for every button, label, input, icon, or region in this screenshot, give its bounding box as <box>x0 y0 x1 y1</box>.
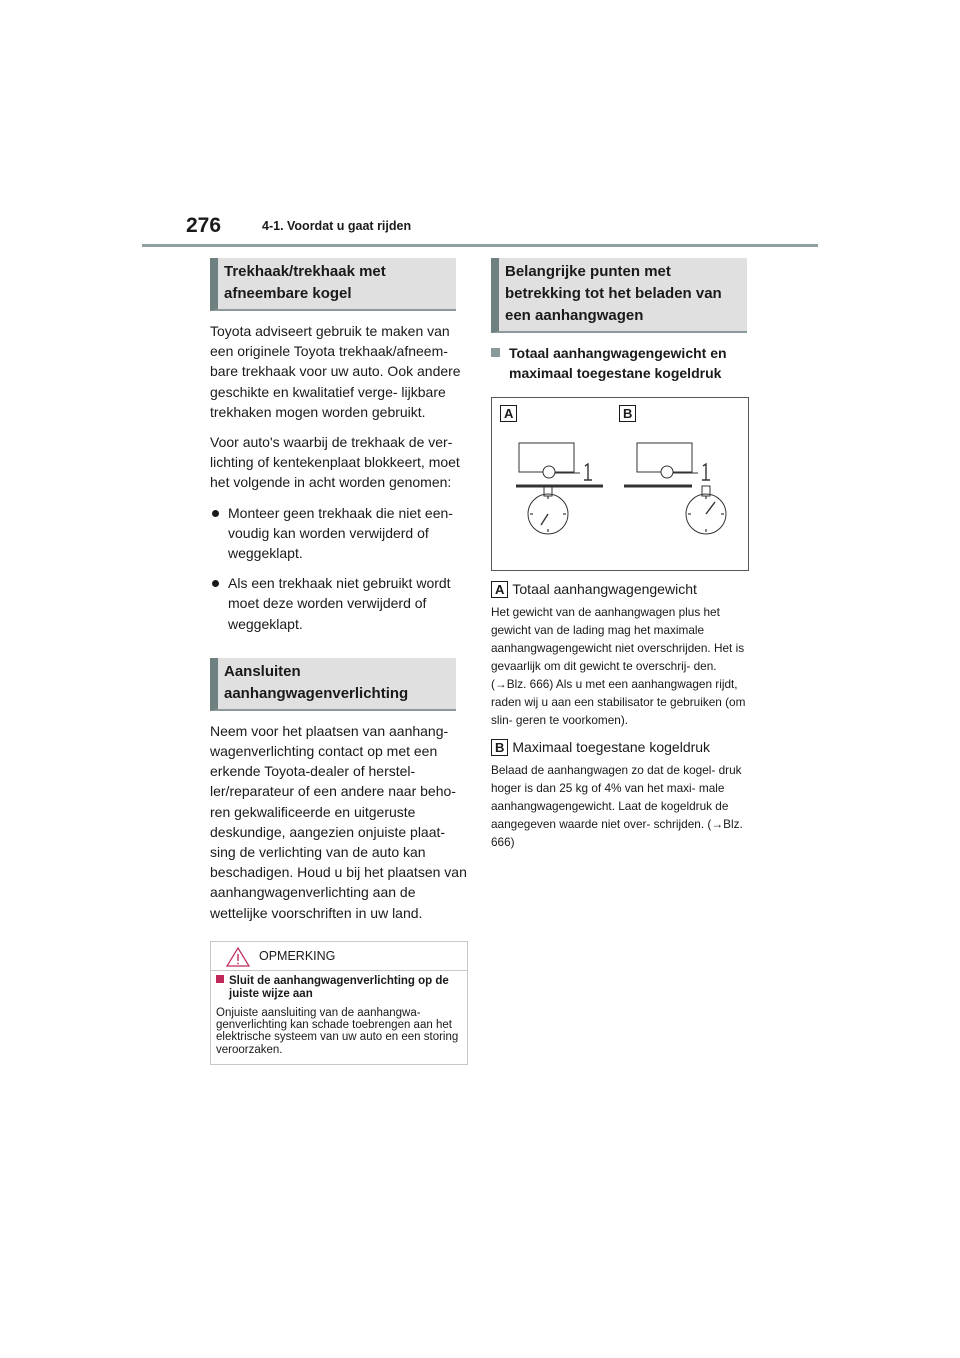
tow-hitch-paragraph-1: Toyota adviseert gebruik te maken van een originele Toyota trekhaak/afneem- bare trekhaak voor uw auto. Ook andere geschikte en kwalitatief verge- lijkbare trekhaken mogen worden gebruikt. <box>210 323 461 420</box>
right-column <box>491 258 749 851</box>
notice-title: OPMERKING <box>259 948 336 963</box>
trailer-loading-heading: Belangrijke punten met betrekking tot het beladen van een aanhangwagen <box>491 258 747 333</box>
tow-weight-subheading <box>491 343 749 383</box>
trailer-lights-heading: Aansluiten aanhangwagenverlichting <box>210 658 456 711</box>
page-number: 276 <box>186 214 222 237</box>
item-title: Totaal aanhangwagengewicht <box>512 581 697 598</box>
trailer-lights-paragraph: Neem voor het plaatsen van aanhang- wagenverlichting contact op met een erkende Toyota-dealer of herstel- ler/reparateur of een andere naar beho- ren gekwalificeerde en uitgeruste deskundige, aangezien onjuiste plaat- sing de verlichting van de auto kan beschadigen. Houd u bij het plaatsen van aanhangwagenverlichting aan de wettelijke voorschriften in uw land. <box>210 722 467 921</box>
notice-subheading <box>216 975 462 1001</box>
notice-header <box>211 942 467 971</box>
square-bullet-icon <box>491 348 500 357</box>
warning-triangle-icon <box>225 946 251 968</box>
item-text: Het gewicht van de aanhangwagen plus het gewicht van de lading mag het maximale aanhangwagengewicht niet overschrijden. Het is gevaarlijk om dit gewicht te overschrij- den. (→Blz. 666) Als u met een aanhangwagen rijdt, raden wij u aan een stabilisator te gebruiken (om slin- geren te voorkomen). <box>491 605 746 728</box>
section-title: 4-1. Voordat u gaat rijden <box>262 219 412 233</box>
notice-subheading-text: Sluit de aanhangwagenverlichting op de juiste wijze aan <box>229 974 449 1000</box>
tow-weight-subheading-text: Totaal aanhangwagengewicht en maximaal toegestane kogeldruk <box>509 345 727 382</box>
header-rule <box>142 244 818 247</box>
trailer-a-icon <box>516 443 603 534</box>
square-bullet-icon <box>216 975 224 983</box>
item-title: Maximaal toegestane kogeldruk <box>512 739 711 756</box>
bullet-text: Monteer geen trekhaak die niet een- voudig kan worden verwijderd of weggeklapt. <box>228 504 453 562</box>
left-column <box>210 258 468 1065</box>
tow-hitch-paragraph-2: Voor auto's waarbij de trekhaak de ver- lichting of kentekenplaat blokkeert, moet het volgende in acht worden genomen: <box>210 434 460 491</box>
bullet-dot-icon <box>212 580 219 587</box>
item-tongue-load <box>491 739 749 851</box>
trailer-weight-figure <box>491 397 749 571</box>
tow-hitch-heading: Trekhaak/trekhaak met afneembare kogel <box>210 258 456 311</box>
trailer-b-icon <box>624 443 726 534</box>
bullet-item <box>210 503 468 564</box>
notice-text: Onjuiste aansluiting van de aanhangwa- genverlichting kan schade toebrengen aan het elektrische systeem van uw auto en een storing veroorzaken. <box>216 1006 459 1056</box>
bullet-text: Als een trekhaak niet gebruikt wordt moet deze worden verwijderd of weggeklapt. <box>228 575 451 632</box>
notice-box <box>210 941 468 1065</box>
figure-label-b: B <box>619 405 636 422</box>
figure-label-a: A <box>500 405 517 422</box>
item-label-a: A <box>491 581 508 598</box>
item-text: Belaad de aanhangwagen zo dat de kogel- druk hoger is dan 25 kg of 4% van het maxi- male aanhangwagengewicht. Laat de kogeldruk de aangegeven waarde niet over- schrijden. (→Blz. 666) <box>491 763 743 850</box>
bullet-dot-icon <box>212 510 219 517</box>
bullet-item <box>210 573 468 634</box>
item-total-weight <box>491 581 749 729</box>
item-label-b: B <box>491 739 508 756</box>
trailer-scale-illustration <box>492 398 748 570</box>
